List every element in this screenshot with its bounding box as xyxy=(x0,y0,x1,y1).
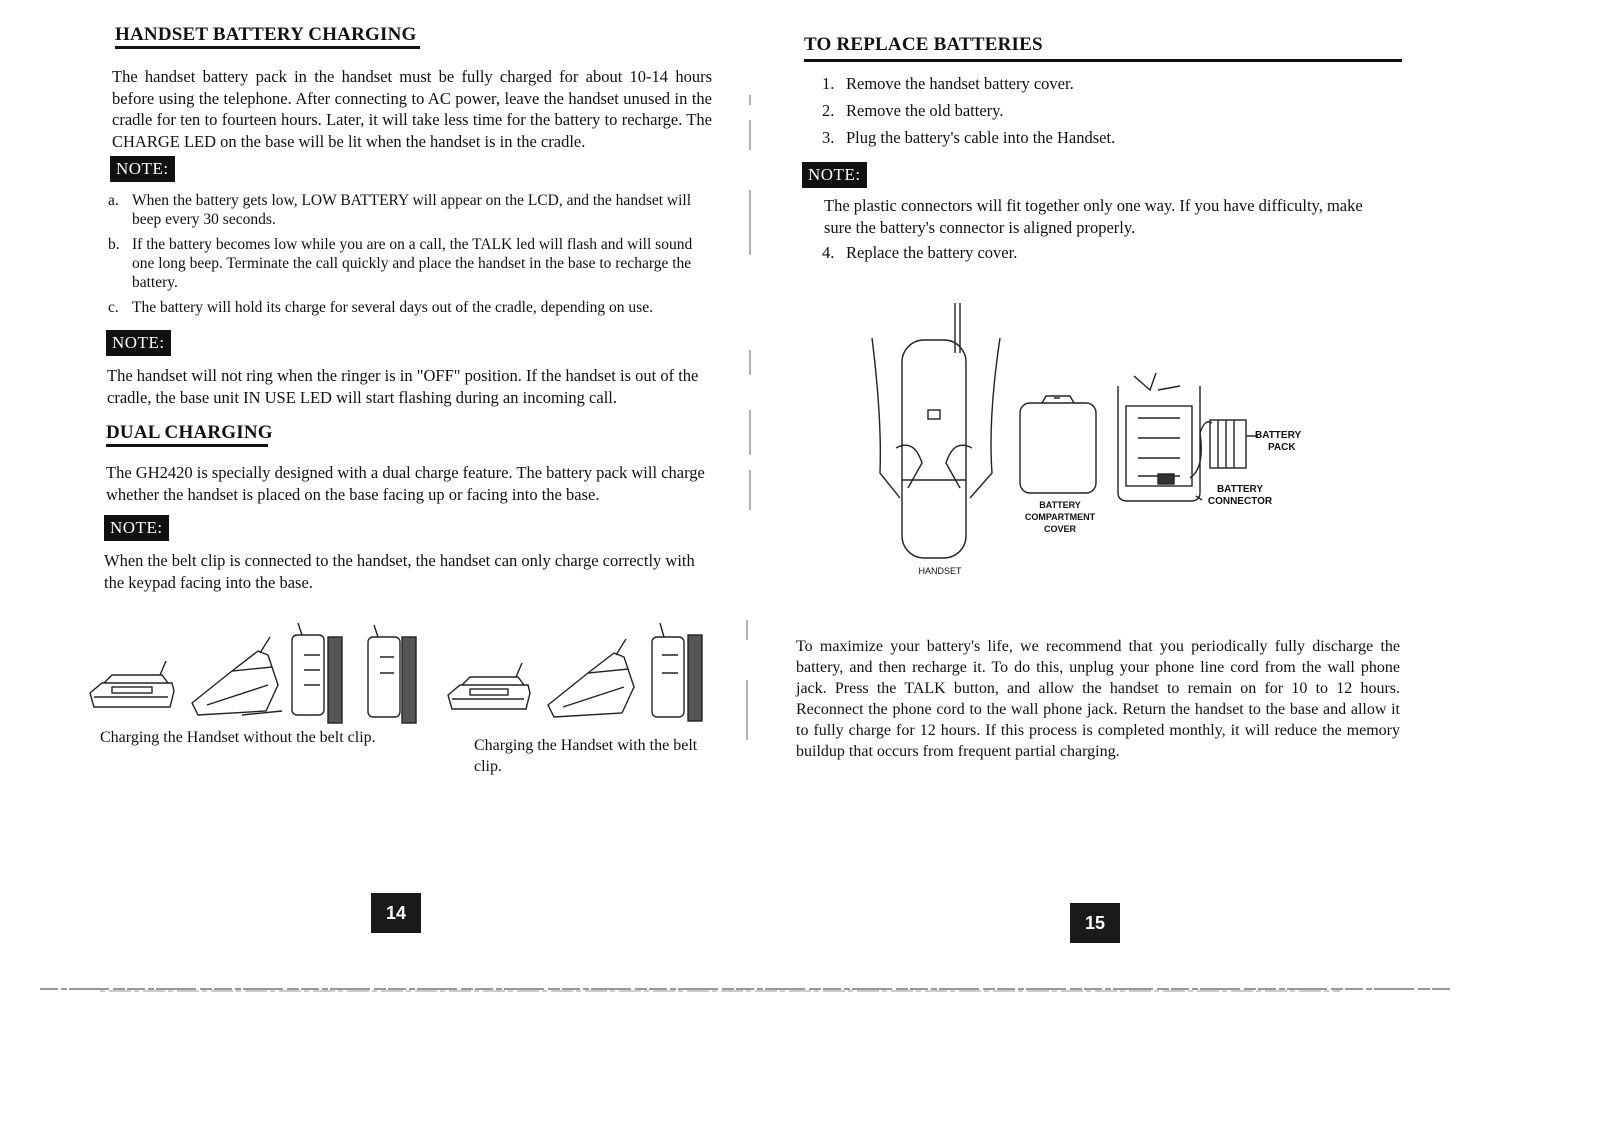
belt-clip-note-text: When the belt clip is connected to the handset, the handset can only charge correctly with the keypad facing into the base. xyxy=(104,551,695,592)
list-item: 2. Remove the old battery. xyxy=(822,101,1004,120)
maximize-battery-life-paragraph: To maximize your battery's life, we recommend that you periodically fully discharge the battery, and then recharge it. To do this, unplug your phone line cord from the wall phone jack. Press the TALK button, and allow the handset to remain on for 10 to 12 hours. Reconnect the phone cord to the wall phone jack. Return the handset to the base and allow it to fully charge for 12 hours. If this process is completed monthly, it will reduce the memory buildup that occurs from frequent partial charging. xyxy=(796,638,1400,760)
caption-without-belt-clip: Charging the Handset without the belt clip. xyxy=(100,729,376,746)
list-item: a. When the battery gets low, LOW BATTERY will appear on the LCD, and the handset will beep every 30 seconds. xyxy=(108,192,692,228)
ringer-note-text: The handset will not ring when the ringer is in "OFF" position. If the handset is out of the cradle, the base unit IN USE LED will start flashing during an incoming call. xyxy=(107,366,699,407)
note-badge: NOTE: xyxy=(104,515,169,541)
list-item: b. If the battery becomes low while you are on a call, the TALK led will flash and will sound one long beep. Terminate the call quickly and place the handset in the base to recharge the battery. xyxy=(108,236,693,291)
note-badge: NOTE: xyxy=(106,330,171,356)
label-handset: HANDSET xyxy=(918,566,962,576)
battery-cover-icon xyxy=(1020,396,1096,493)
caption-with-belt-clip: Charging the Handset with the belt clip. xyxy=(474,737,698,775)
battery-charging-paragraph: The handset battery pack in the handset must be fully charged for about 10-14 hours before using the telephone. After connecting to AC power, leave the handset unused in the cradle for ten to fourteen hours. Later, it will take less time for the battery to recharge. The CHARGE LED on the base will be lit when the handset is in the cradle. xyxy=(112,67,712,151)
note-badge: NOTE: xyxy=(802,162,867,188)
dual-charging-paragraph: The GH2420 is specially designed with a dual charge feature. The battery pack will charge whether the handset is placed on the base facing up or facing into the base. xyxy=(106,463,705,504)
connector-note-text: The plastic connectors will fit together only one way. If you have difficulty, make sure the battery's connector is aligned properly. xyxy=(824,196,1363,237)
label-battery-pack: BATTERY PACK xyxy=(1255,430,1302,453)
page-number-15: 15 xyxy=(1070,903,1120,943)
list-item: 4. Replace the battery cover. xyxy=(822,243,1018,262)
label-battery-compartment-cover: BATTERY COMPARTMENT COVER xyxy=(1024,500,1096,534)
list-item: 3. Plug the battery's cable into the Handset. xyxy=(822,128,1116,147)
handset-in-hand-icon xyxy=(872,303,1000,558)
list-item: 1. Remove the handset battery cover. xyxy=(822,74,1074,93)
note-badge: NOTE: xyxy=(110,156,175,182)
heading-underline xyxy=(804,59,1402,62)
right-page xyxy=(790,0,1613,1138)
replace-steps-list xyxy=(822,73,1382,154)
battery-compartment-icon xyxy=(1118,373,1212,501)
list-item: c. The battery will hold its charge for several days out of the cradle, depending on use. xyxy=(108,299,653,316)
replace-step4-list xyxy=(822,242,1382,269)
label-battery-connector: BATTERY CONNECTOR xyxy=(1207,484,1273,507)
page-number-14: 14 xyxy=(371,893,421,933)
heading-to-replace-batteries: TO REPLACE BATTERIES xyxy=(804,34,1043,55)
heading-dual-charging: DUAL CHARGING xyxy=(106,422,273,443)
scan-artifact-line xyxy=(40,985,1450,995)
heading-handset-battery-charging: HANDSET BATTERY CHARGING xyxy=(115,24,417,45)
